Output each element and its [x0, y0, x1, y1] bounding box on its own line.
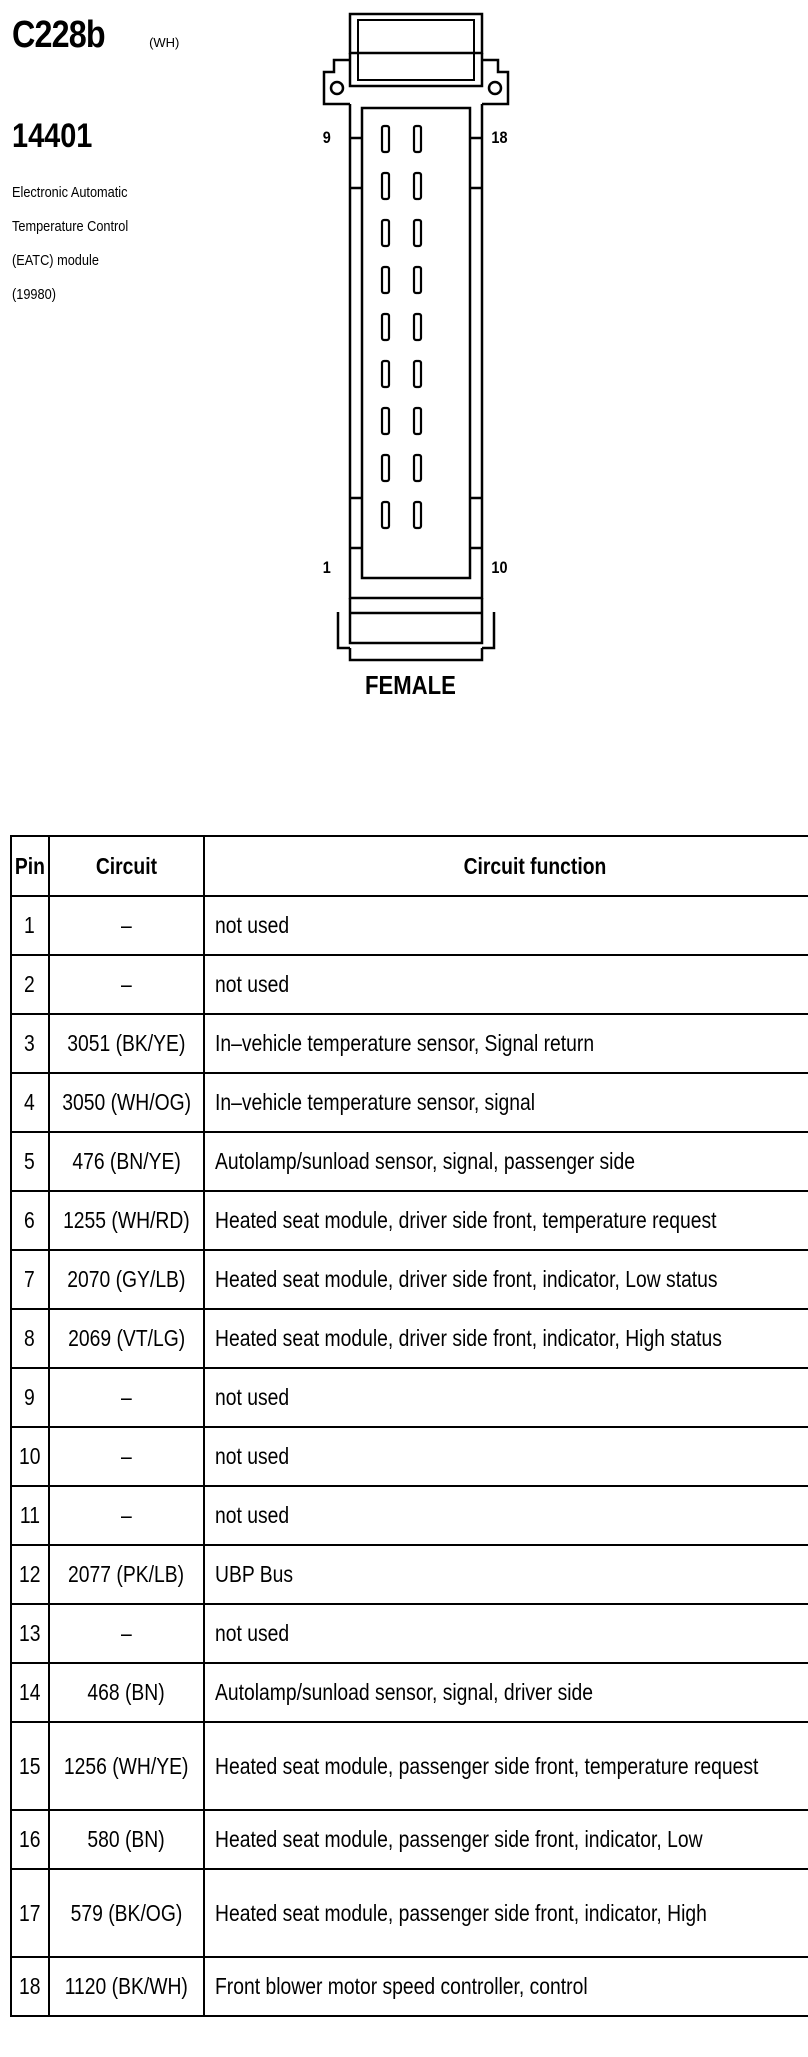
function-cell: Front blower motor speed controller, control [204, 1957, 808, 2016]
component-description [12, 176, 208, 312]
connector-header [12, 14, 232, 312]
table-row [11, 1545, 808, 1604]
pin-cell: 9 [11, 1368, 49, 1427]
circuit-cell: 3051 (BK/YE) [49, 1014, 204, 1073]
header-circuit: Circuit [49, 836, 204, 896]
circuit-cell: 579 (BK/OG) [49, 1869, 204, 1957]
table-row [11, 1663, 808, 1722]
table-row [11, 1368, 808, 1427]
table-row [11, 1191, 808, 1250]
pin-cell: 7 [11, 1250, 49, 1309]
header-pin: Pin [11, 836, 49, 896]
table-row [11, 1132, 808, 1191]
circuit-cell: – [49, 1368, 204, 1427]
function-cell: not used [204, 1604, 808, 1663]
table-row [11, 1073, 808, 1132]
pin-cell: 5 [11, 1132, 49, 1191]
pin-cell: 13 [11, 1604, 49, 1663]
pin-label-top-left: 9 [322, 128, 331, 147]
function-cell: not used [204, 1368, 808, 1427]
pin-cell: 14 [11, 1663, 49, 1722]
function-cell: Heated seat module, driver side front, indicator, Low status [204, 1250, 808, 1309]
pin-cell: 8 [11, 1309, 49, 1368]
connector-id-row [12, 14, 232, 57]
function-cell: not used [204, 1486, 808, 1545]
table-row [11, 1486, 808, 1545]
table-header-row [11, 836, 808, 896]
table-row [11, 1427, 808, 1486]
function-cell: not used [204, 1427, 808, 1486]
pin-label-top-right: 18 [491, 128, 508, 147]
pin-cell: 15 [11, 1722, 49, 1810]
circuit-cell: – [49, 896, 204, 955]
header-circuit-function: Circuit function [204, 836, 808, 896]
pin-cell: 3 [11, 1014, 49, 1073]
function-cell: not used [204, 955, 808, 1014]
pin-cell: 4 [11, 1073, 49, 1132]
function-cell: In–vehicle temperature sensor, Signal return [204, 1014, 808, 1073]
table-row [11, 1309, 808, 1368]
circuit-cell: 580 (BN) [49, 1810, 204, 1869]
connector-face-diagram [310, 8, 530, 708]
circuit-cell: 2070 (GY/LB) [49, 1250, 204, 1309]
pin-cell: 10 [11, 1427, 49, 1486]
pin-label-bottom-left: 1 [322, 558, 331, 577]
pin-cell: 11 [11, 1486, 49, 1545]
circuit-cell: 1120 (BK/WH) [49, 1957, 204, 2016]
pin-cell: 1 [11, 896, 49, 955]
table-row [11, 1722, 808, 1810]
table-row [11, 1014, 808, 1073]
circuit-cell: – [49, 1604, 204, 1663]
function-cell: Autolamp/sunload sensor, signal, passenger side [204, 1132, 808, 1191]
part-number: 14401 [12, 117, 93, 155]
description-line: Temperature Control [12, 218, 129, 235]
connector-id: C228b [12, 14, 105, 56]
description-line: Electronic Automatic [12, 184, 128, 201]
pin-label-bottom-right: 10 [491, 558, 508, 577]
circuit-cell: 476 (BN/YE) [49, 1132, 204, 1191]
function-cell: In–vehicle temperature sensor, signal [204, 1073, 808, 1132]
table-row [11, 1250, 808, 1309]
circuit-cell: – [49, 1486, 204, 1545]
function-cell: Heated seat module, passenger side front, indicator, High [204, 1869, 808, 1957]
circuit-cell: 1255 (WH/RD) [49, 1191, 204, 1250]
pin-cell: 17 [11, 1869, 49, 1957]
connector-color-code: (WH) [149, 35, 180, 50]
circuit-cell: 2069 (VT/LG) [49, 1309, 204, 1368]
circuit-cell: 3050 (WH/OG) [49, 1073, 204, 1132]
table-row [11, 896, 808, 955]
table-row [11, 1957, 808, 2016]
function-cell: Heated seat module, driver side front, indicator, High status [204, 1309, 808, 1368]
pin-cell: 2 [11, 955, 49, 1014]
table-row [11, 1869, 808, 1957]
circuit-cell: 468 (BN) [49, 1663, 204, 1722]
function-cell: Heated seat module, driver side front, temperature request [204, 1191, 808, 1250]
function-cell: Autolamp/sunload sensor, signal, driver side [204, 1663, 808, 1722]
circuit-cell: – [49, 955, 204, 1014]
table-row [11, 1810, 808, 1869]
function-cell: UBP Bus [204, 1545, 808, 1604]
pin-cell: 18 [11, 1957, 49, 2016]
table-row [11, 955, 808, 1014]
circuit-cell: – [49, 1427, 204, 1486]
connector-gender-label: FEMALE [365, 670, 456, 700]
circuit-cell: 1256 (WH/YE) [49, 1722, 204, 1810]
function-cell: Heated seat module, passenger side front, indicator, Low [204, 1810, 808, 1869]
function-cell: not used [204, 896, 808, 955]
circuit-cell: 2077 (PK/LB) [49, 1545, 204, 1604]
pin-cell: 6 [11, 1191, 49, 1250]
description-line: (EATC) module [12, 252, 99, 269]
description-line: (19980) [12, 286, 56, 303]
table-row [11, 1604, 808, 1663]
pinout-table [10, 835, 808, 2017]
pin-cell: 12 [11, 1545, 49, 1604]
function-cell: Heated seat module, passenger side front, temperature request [204, 1722, 808, 1810]
pin-cell: 16 [11, 1810, 49, 1869]
